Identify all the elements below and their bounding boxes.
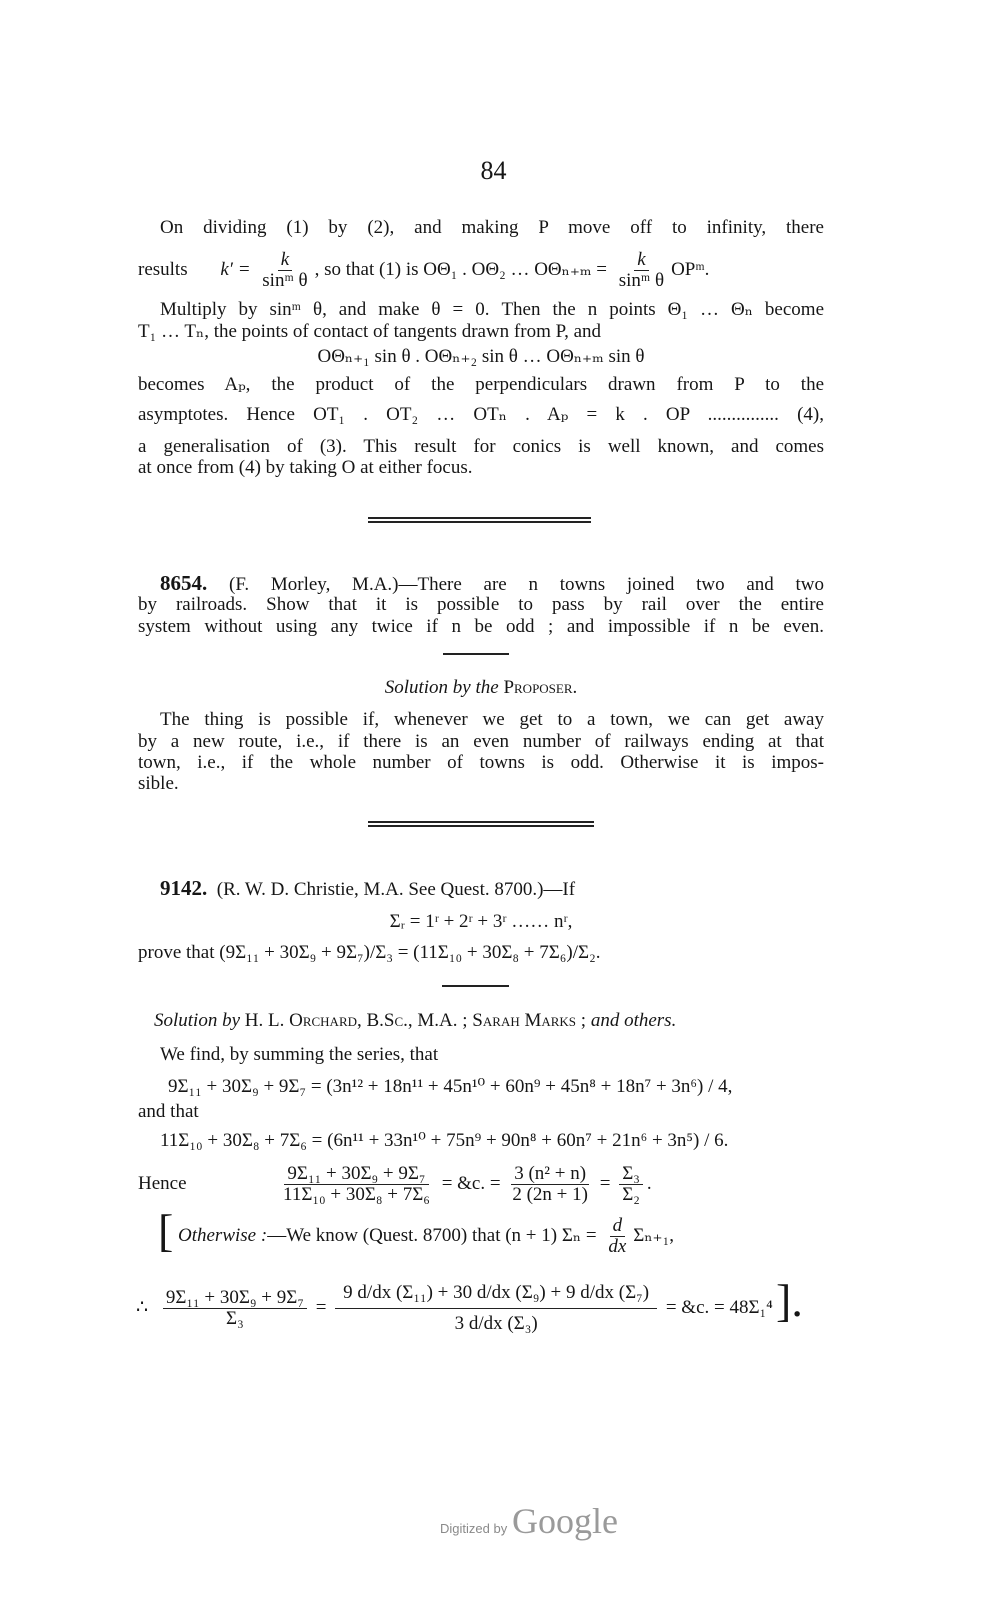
text: results	[138, 258, 188, 280]
formula-line: 11Σ₁₀ + 30Σ₈ + 7Σ₆ = (6n¹¹ + 33n¹⁰ + 75n⁹ + 90n⁸ + 60n⁷ + 21n⁶ + 3n⁵) / 6.	[160, 1130, 729, 1151]
denominator: sinᵐ θ	[618, 270, 665, 291]
text: and others.	[590, 1010, 677, 1031]
question-line	[160, 877, 824, 901]
solution-heading	[154, 1010, 818, 1032]
section-divider	[368, 517, 591, 523]
denominator: 3 d/dx (Σ₃)	[454, 1313, 538, 1334]
text-line: We find, by summing the series, that	[160, 1044, 439, 1065]
google-logo: Google	[511, 1501, 618, 1541]
digitized-by-google-watermark	[440, 1500, 618, 1542]
formula-line: Σᵣ = 1ʳ + 2ʳ + 3ʳ …… nʳ,	[389, 911, 573, 932]
fraction	[605, 1216, 629, 1257]
text-line: On dividing (1) by (2), and making P move off to infinity, there	[160, 217, 824, 238]
fraction	[280, 1164, 433, 1205]
text-line: T₁ … Tₙ, the points of contact of tangents drawn from P, and	[138, 321, 602, 342]
question-number: 8654.	[160, 571, 208, 595]
proposer: Proposer.	[503, 677, 578, 698]
denominator: 11Σ₁₀ + 30Σ₈ + 7Σ₆	[283, 1184, 430, 1206]
formula-line	[138, 250, 824, 291]
numerator: Σ₃	[619, 1164, 643, 1185]
fraction	[259, 250, 310, 291]
formula-line: 9Σ₁₁ + 30Σ₉ + 9Σ₇ = (3n¹² + 18n¹¹ + 45n¹⁰ + 60n⁹ + 45n⁸ + 18n⁷ + 3n⁶) / 4,	[168, 1076, 733, 1097]
watermark-text: Digitized by	[440, 1521, 508, 1536]
text-line: at once from (4) by taking O at either focus.	[138, 457, 473, 478]
fraction	[335, 1278, 657, 1339]
text-line: town, i.e., if the whole number of towns is odd. Otherwise it is impos-	[138, 752, 824, 773]
formula: OPᵐ.	[671, 258, 710, 280]
numerator: k	[278, 250, 292, 271]
close-bracket: ].	[776, 1275, 803, 1326]
text-line: a generalisation of (3). This result for conics is well known, and comes	[138, 436, 824, 457]
text: Solution by the	[384, 677, 499, 698]
therefore-symbol: ∴	[136, 1296, 149, 1318]
fraction	[163, 1288, 307, 1329]
text: —We know (Quest. 8700) that (n + 1) Σₙ =	[267, 1225, 597, 1246]
fraction	[619, 1164, 643, 1205]
text: Hence	[138, 1173, 187, 1194]
solution-heading	[138, 677, 824, 699]
formula-line	[178, 1214, 674, 1258]
fraction	[509, 1164, 591, 1205]
text: Otherwise :	[178, 1225, 268, 1246]
question-line	[160, 572, 824, 596]
formula: k′ =	[220, 258, 251, 280]
text-line: becomes Aₚ, the product of the perpendiculars drawn from P to the	[138, 374, 824, 395]
short-divider	[442, 985, 509, 987]
text-line: by railroads. Show that it is possible to pass by rail over the entire	[138, 594, 824, 615]
formula-line: prove that (9Σ₁₁ + 30Σ₉ + 9Σ₇)/Σ₃ = (11Σ₁₀ + 30Σ₈ + 7Σ₆)/Σ₂.	[138, 942, 601, 963]
denominator: 2 (2n + 1)	[512, 1184, 588, 1206]
numerator: 3 (n² + n)	[511, 1164, 589, 1185]
text-line: and that	[138, 1101, 199, 1122]
question-number: 9142.	[160, 876, 208, 900]
text: (R. W. D. Christie, M.A. See Quest. 8700.)—If	[216, 879, 576, 900]
fraction	[616, 250, 667, 291]
text: (F. Morley, M.A.)—There are n towns joined two and two	[229, 574, 825, 595]
denominator: Σ₂	[622, 1184, 640, 1206]
text-line: by a new route, i.e., if there is an even number of railways ending at that	[138, 731, 824, 752]
text-line: Multiply by sinᵐ θ, and make θ = 0. Then the n points Θ₁ … Θₙ become	[160, 299, 824, 320]
numerator: k	[634, 250, 648, 271]
open-bracket: [	[158, 1205, 174, 1256]
text: = &c. =	[441, 1173, 501, 1194]
text: Σₙ₊₁,	[633, 1225, 674, 1246]
denominator: Σ₃	[226, 1308, 244, 1329]
text: = &c. = 48Σ₁⁴	[665, 1296, 773, 1318]
solvers: H. L. Orchard, B.Sc., M.A. ; Sarah Marks ;	[244, 1010, 587, 1031]
text: .	[646, 1173, 652, 1194]
section-divider	[368, 821, 594, 827]
page-number: 84	[480, 156, 507, 185]
text-line: asymptotes. Hence OT₁ . OT₂ … OTₙ . Aₚ = k . OP ............... (4),	[138, 404, 824, 425]
text: =	[599, 1173, 611, 1194]
numerator: 9Σ₁₁ + 30Σ₉ + 9Σ₇	[284, 1164, 428, 1185]
formula-line: ∴ $\frac{\text{9Σ₁₁ + 30Σ₉ + 9Σ₇}}{\text{Σ₃}}$ = $\frac{\text{9 d/dx (Σ₁₁) + 30 d/dx (Σ₉) + 9 d/dx (Σ₇)}}{\text{3 d/dx (Σ₃)}}$ = &c. = 48Σ₁⁴	[136, 1278, 773, 1339]
text-line: sible.	[138, 773, 179, 794]
formula-line	[138, 1162, 652, 1206]
formula-line: OΘₙ₊₁ sin θ . OΘₙ₊₂ sin θ … OΘₙ₊ₘ sin θ	[317, 346, 645, 367]
short-divider	[443, 653, 509, 655]
numerator: d	[610, 1216, 626, 1237]
formula: , so that (1) is OΘ₁ . OΘ₂ … OΘₙ₊ₘ =	[314, 258, 607, 280]
text-line: system without using any twice if n be odd ; and impossible if n be even.	[138, 616, 824, 637]
denominator: sinᵐ θ	[262, 270, 308, 291]
text: Solution by	[154, 1010, 241, 1031]
numerator: 9 d/dx (Σ₁₁) + 30 d/dx (Σ₉) + 9 d/dx (Σ₇)	[335, 1278, 657, 1309]
text-line: The thing is possible if, whenever we get to a town, we can get away	[160, 709, 824, 730]
denominator: dx	[608, 1236, 627, 1258]
numerator: 9Σ₁₁ + 30Σ₉ + 9Σ₇	[163, 1288, 307, 1309]
